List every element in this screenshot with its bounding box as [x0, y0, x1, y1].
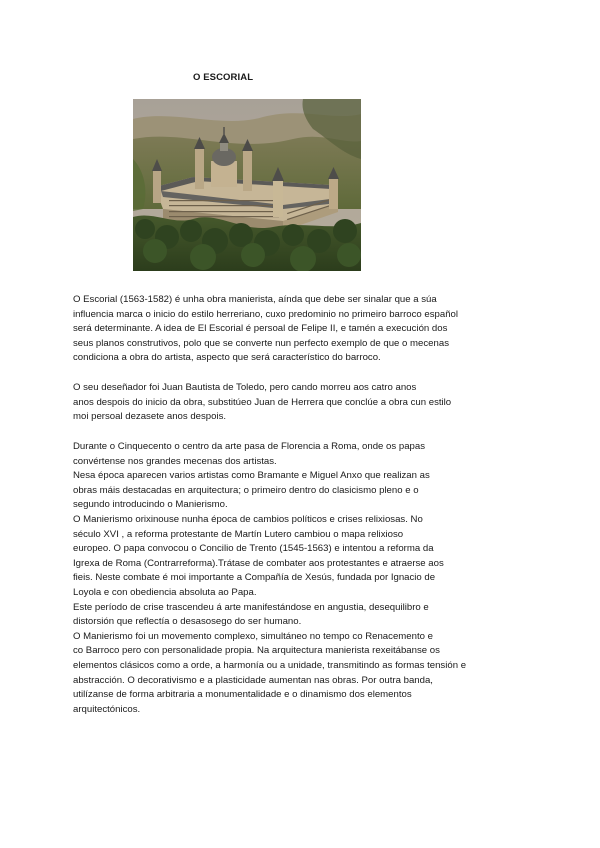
text-line: arquitectónicos.: [73, 703, 141, 715]
paragraph-mannerism: [73, 440, 543, 717]
text-line: convértense nos grandes mecenas dos artistas.: [73, 455, 277, 467]
text-line: moi persoal dezasete anos despois.: [73, 411, 227, 423]
page-title: O ESCORIAL: [193, 72, 254, 83]
text-line: fieis. Neste combate é moi importante a Compañía de Xesús, fundada por Ignacio de: [73, 572, 436, 584]
text-line: O Manierismo orixinouse nunha época de cambios políticos e crises relixiosas. No: [73, 513, 423, 525]
text-line: utilízanse de forma arbitraria a monumentalidade e o dinamismo dos elementos: [73, 689, 412, 701]
text-line: O Escorial (1563-1582) é unha obra manierista, aínda que debe ser sinalar que a súa: [73, 294, 437, 305]
text-line: distorsión que reflectía o desasosego do ser humano.: [73, 616, 302, 628]
text-line: abstracción. O decorativismo e a plasticidade aumentan nas obras. Por outra banda,: [73, 674, 433, 686]
text-line: Loyola e con obediencia absoluta ao Papa.: [73, 586, 257, 598]
text-line: co Barroco pero con personalidade propia. Na arquitectura manierista rexeitábanse os: [73, 645, 440, 657]
text-line: O Manierismo foi un movemento complexo, simultáneo no tempo co Renacemento e: [73, 630, 433, 642]
text-line: Este período de crise trascendeu á arte manifestándose en angustia, desequilibro e: [73, 601, 429, 613]
text-line: Nesa época aparecen varios artistas como Bramante e Miguel Anxo que realizan as: [73, 470, 430, 482]
text-line: Durante o Cinquecento o centro da arte pasa de Florencia a Roma, onde os papas: [73, 441, 425, 452]
text-line: anos despois do inicio da obra, substitúeo Juan de Herrera que conclúe a obra cun estilo: [73, 396, 452, 408]
text-line: influencia marca o inicio do estilo herreriano, cuxo predominio no primeiro barroco español: [73, 308, 459, 320]
paragraph-designer: [73, 381, 543, 425]
text-line: seus planos construtivos, polo que se converte nun perfecto exemplo de que o mecenas: [73, 337, 449, 349]
text-line: segundo introducindo o Manierismo.: [73, 499, 228, 511]
text-line: será determinante. A idea de El Escorial é persoal de Felipe II, e tamén a execución dos: [73, 323, 448, 335]
text-line: elementos clásicos como a orde, a harmonía ou a unidade, transmitindo as formas tensión e: [73, 659, 467, 671]
text-line: O seu deseñador foi Juan Bautista de Toledo, pero cando morreu aos catro anos: [73, 382, 417, 393]
paragraph-escorial-intro: [73, 293, 543, 366]
text-line: Igrexa de Roma (Contrarreforma).Trátase de combater aos protestantes e atraerse aos: [73, 557, 444, 569]
text-line: condiciona a obra do artista, aspecto que será característico do barroco.: [73, 352, 381, 364]
text-line: europeo. O papa convocou o Concilio de Trento (1545-1563) e intentou a reforma da: [73, 543, 434, 555]
text-line: século XVI , a reforma protestante de Martín Lutero cambiou o mapa relixioso: [73, 528, 404, 540]
escorial-photo: [133, 99, 361, 271]
text-line: obras máis destacadas en arquitectura; o primeiro dentro do clasicismo pleno e o: [73, 484, 419, 496]
